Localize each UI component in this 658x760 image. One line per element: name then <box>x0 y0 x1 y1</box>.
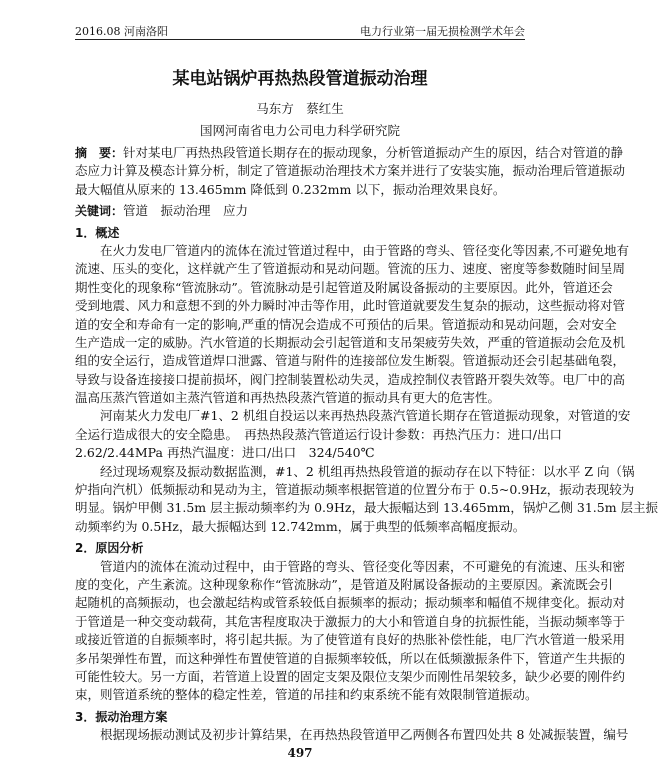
header-conference: 电力行业第一届无损检测学术年会 <box>360 25 525 38</box>
abstract-text: 态应力计算及模态计算分析，制定了管道振动治理技术方案并进行了安装实施，振动治理后管道振动 <box>75 163 626 179</box>
paragraph-line: 导致与设备连接接口提前损坏，阀门控制装置松动失灵，造成控制仪表管路开裂失效等。电厂中的高 <box>75 371 626 387</box>
abstract-line <box>75 144 624 162</box>
paragraph-line: 受到地震、风力和意想不到的外力瞬时冲击等作用，此时管道就要发生复杂的振动，这些振动将对管 <box>75 298 626 314</box>
paragraph-line: 明显。锅炉甲侧 31.5m 层主振动频率约为 0.9Hz，最大振幅达到 13.465mm，锅炉乙侧 31.5m 层主振 <box>75 500 658 516</box>
running-header <box>75 25 525 40</box>
paragraph-line: 炉指向汽机）低频振动和晃动为主，管道振动频率根据管道的位置分布于 0.5~0.9Hz，振动表现较为 <box>75 482 635 498</box>
section-heading: 1．概述 <box>75 225 120 240</box>
paragraph-line: 可能性较大。另一方面，若管道上设置的固定支架及限位支架少而刚性吊架较多，缺少必要的刚件约 <box>75 668 626 684</box>
keywords <box>75 202 562 220</box>
paragraph-line: 动频率约为 0.5Hz，最大振幅达到 12.742mm，属于典型的低频率高幅度振动。 <box>75 518 526 534</box>
paragraph-line: 河南某火力发电厂#1、2 机组自投运以来再热热段蒸汽管道长期存在管道振动现象，对管道的安 <box>100 408 631 424</box>
section-heading: 3．振动治理方案 <box>75 709 168 724</box>
abstract-label: 摘 要： <box>75 146 124 160</box>
abstract-text: 最大幅值从原来的 13.465mm 降低到 0.232mm 以下，振动治理效果良好。 <box>75 181 506 197</box>
paragraph-line: 生产造成一定的威胁。汽水管道的长期振动会引起管道和支吊架疲劳失效，严重的管道振动会危及机 <box>75 334 626 350</box>
abstract-text: 针对某电厂再热热段管道长期存在的振动现象，分析管道振动产生的原因，结合对管道的静 <box>123 145 624 160</box>
paragraph-line: 束，则管道系统的整体的稳定性差，管道的吊挂和约束系统不能有效限制管道振动。 <box>75 687 538 703</box>
paragraph-line: 经过现场观察及振动数据监测，#1、2 机组再热热段管道的振动存在以下特征：以水平 Z 向（锅 <box>100 463 635 479</box>
paragraph-line: 起随机的高频振动，也会激起结构或管系较低自振频率的振动；振动频率和幅值不规律变化。振动对 <box>75 595 626 611</box>
paragraph-line: 温高压蒸汽管道如主蒸汽管道和再热热段蒸汽管道的振动具有更大的危害性。 <box>75 390 501 406</box>
paragraph-line: 或接近管道的自振频率时，将引起共振。为了使管道有良好的热胀补偿性能，电厂汽水管道一般采用 <box>75 632 626 648</box>
abstract-line <box>75 162 626 180</box>
paragraph-line: 管道内的流体在流动过程中，由于管路的弯头、管径变化等因素，不可避免的有流速、压头和密 <box>100 558 626 574</box>
paper-body <box>75 144 658 745</box>
paragraph-line: 多吊架弹性布置，而这种弹性布置使管道的自振频率较低，所以在低频激振条件下，管道产生共振的 <box>75 650 626 666</box>
paper-title: 某电站锅炉再热热段管道振动治理 <box>172 69 428 89</box>
affiliation: 国网河南省电力公司电力科学研究院 <box>199 123 400 138</box>
keywords-text: 管道 振动治理 应力 <box>123 203 249 219</box>
paragraph-line: 道的安全和寿命有一定的影响,严重的情况会造成不可预估的后果。管道振动和晃动问题，会对安全 <box>75 316 617 332</box>
section-heading: 2．原因分析 <box>75 541 144 556</box>
paragraph-line: 度的变化，产生紊流。这种现象称作“管流脉动”，是管道及附属设备振动的主要原因。紊流既会引 <box>75 576 613 592</box>
page-number: 497 <box>287 746 313 760</box>
abstract-line <box>75 181 562 199</box>
paragraph-line: 期性变化的现象称“管流脉动”。管流脉动是引起管道及附属设备振动的主要原因。此外，管道还会 <box>75 279 613 295</box>
paragraph-line: 于管道是一种交变动载荷，其危害程度取决于激振力的大小和管道自身的抗振性能，当振动频率等于 <box>75 613 626 629</box>
paragraph-line: 流速、压头的变化，这样就产生了管道振动和晃动问题。管流的压力、速度、密度等参数随时间呈周 <box>75 261 626 277</box>
paragraph-line: 2.62/2.44MPa 再热汽温度：进口/出口 324/540℃ <box>75 445 375 461</box>
paragraph-line: 根据现场振动测试及初步计算结果，在再热热段管道甲乙两侧各布置四处共 8 处减振装置，编号 <box>100 727 629 743</box>
keywords-label: 关键词： <box>75 204 124 219</box>
paragraph-line: 全运行造成很大的安全隐患。 再热热段蒸汽管道运行设计参数：再热汽压力：进口/出口 <box>75 426 562 442</box>
authors: 马东方 蔡红生 <box>256 101 344 116</box>
header-date-location: 2016.08 河南洛阳 <box>75 25 168 38</box>
paragraph-line: 组的安全运行，造成管道焊口泄露、管道与附件的连接部位发生断裂。管道振动还会引起基础龟裂， <box>75 353 626 369</box>
paragraph-line: 在火力发电厂管道内的流体在流过管道过程中，由于管路的弯头、管径变化等因素,不可避免地有 <box>100 242 629 258</box>
